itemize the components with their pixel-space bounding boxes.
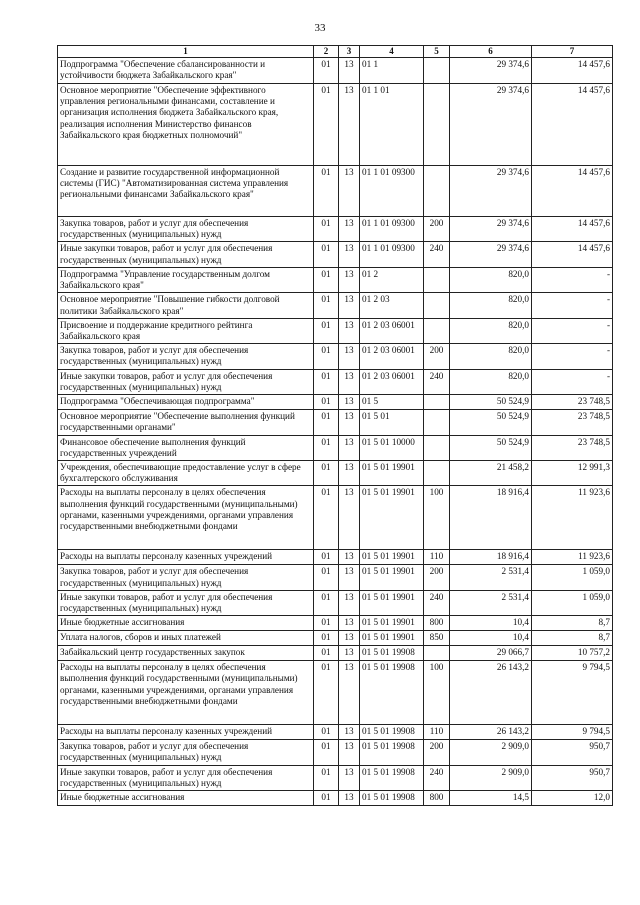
column-header-7: 7 [532, 46, 613, 58]
row-target-code: 01 5 01 10000 [360, 435, 424, 460]
table-row [58, 395, 613, 410]
row-subsection: 13 [339, 267, 360, 292]
row-amount-plan: 14,5 [450, 791, 532, 806]
row-subsection: 13 [339, 242, 360, 267]
row-target-code: 01 1 01 09300 [360, 166, 424, 217]
table-row [58, 765, 613, 790]
row-amount-plan: 29 374,6 [450, 58, 532, 84]
row-section: 01 [314, 590, 339, 615]
row-target-code: 01 2 [360, 267, 424, 292]
row-amount-executed: 9 794,5 [532, 661, 613, 725]
row-name: Расходы на выплаты персоналу казенных учреждений [58, 725, 314, 740]
row-amount-executed: - [532, 369, 613, 394]
table-row [58, 84, 613, 166]
row-target-code: 01 2 03 06001 [360, 344, 424, 369]
row-name: Основное мероприятие "Повышение гибкости долговой политики Забайкальского края" [58, 293, 314, 318]
row-expense-type: 240 [424, 369, 450, 394]
row-target-code: 01 5 01 19901 [360, 616, 424, 631]
table-row [58, 631, 613, 646]
row-expense-type: 100 [424, 486, 450, 550]
row-subsection: 13 [339, 395, 360, 410]
row-amount-executed: 950,7 [532, 740, 613, 765]
row-section: 01 [314, 740, 339, 765]
row-subsection: 13 [339, 58, 360, 84]
row-target-code: 01 5 01 19908 [360, 661, 424, 725]
table-row [58, 791, 613, 806]
row-amount-plan: 29 374,6 [450, 166, 532, 217]
row-subsection: 13 [339, 725, 360, 740]
row-section: 01 [314, 410, 339, 435]
row-name: Уплата налогов, сборов и иных платежей [58, 631, 314, 646]
column-header-2: 2 [314, 46, 339, 58]
row-target-code: 01 5 01 19908 [360, 740, 424, 765]
row-expense-type: 240 [424, 590, 450, 615]
row-expense-type [424, 410, 450, 435]
row-amount-plan: 26 143,2 [450, 661, 532, 725]
row-section: 01 [314, 550, 339, 565]
row-amount-plan: 29 374,6 [450, 242, 532, 267]
row-name: Иные бюджетные ассигнования [58, 791, 314, 806]
row-target-code: 01 1 01 [360, 84, 424, 166]
row-expense-type [424, 293, 450, 318]
row-section: 01 [314, 293, 339, 318]
row-expense-type [424, 84, 450, 166]
row-subsection: 13 [339, 486, 360, 550]
row-target-code: 01 2 03 06001 [360, 369, 424, 394]
row-amount-plan: 2 531,4 [450, 565, 532, 590]
row-expense-type: 800 [424, 616, 450, 631]
row-section: 01 [314, 166, 339, 217]
row-expense-type [424, 435, 450, 460]
row-section: 01 [314, 58, 339, 84]
row-subsection: 13 [339, 460, 360, 485]
row-subsection: 13 [339, 550, 360, 565]
row-expense-type [424, 460, 450, 485]
table-row [58, 590, 613, 615]
table-row [58, 725, 613, 740]
row-amount-plan: 29 374,6 [450, 217, 532, 242]
row-amount-plan: 2 909,0 [450, 765, 532, 790]
table-row [58, 486, 613, 550]
row-amount-executed: 950,7 [532, 765, 613, 790]
row-expense-type: 110 [424, 550, 450, 565]
row-amount-plan: 29 374,6 [450, 84, 532, 166]
row-target-code: 01 5 01 19908 [360, 725, 424, 740]
row-name: Расходы на выплаты персоналу в целях обеспечения выполнения функций государственными (муниципальными) органами, казенными учреждениями, органами управления государственными внебюджетными фондами [58, 661, 314, 725]
row-amount-plan: 50 524,9 [450, 410, 532, 435]
row-amount-plan: 21 458,2 [450, 460, 532, 485]
row-subsection: 13 [339, 740, 360, 765]
row-name: Расходы на выплаты персоналу в целях обеспечения выполнения функций государственными (муниципальными) органами, казенными учреждениями, органами управления государственными внебюджетными фондами [58, 486, 314, 550]
row-amount-executed: 23 748,5 [532, 395, 613, 410]
row-amount-executed: 14 457,6 [532, 58, 613, 84]
row-section: 01 [314, 661, 339, 725]
row-section: 01 [314, 344, 339, 369]
row-amount-executed: 14 457,6 [532, 166, 613, 217]
row-target-code: 01 5 01 19901 [360, 550, 424, 565]
row-amount-plan: 50 524,9 [450, 435, 532, 460]
row-section: 01 [314, 725, 339, 740]
row-name: Учреждения, обеспечивающие предоставление услуг в сфере бухгалтерского обслуживания [58, 460, 314, 485]
row-amount-executed: 1 059,0 [532, 590, 613, 615]
row-expense-type: 800 [424, 791, 450, 806]
row-amount-executed: - [532, 293, 613, 318]
row-expense-type [424, 58, 450, 84]
row-target-code: 01 5 01 19908 [360, 646, 424, 661]
column-header-6: 6 [450, 46, 532, 58]
row-name: Закупка товаров, работ и услуг для обеспечения государственных (муниципальных) нужд [58, 740, 314, 765]
row-section: 01 [314, 616, 339, 631]
row-section: 01 [314, 84, 339, 166]
row-subsection: 13 [339, 293, 360, 318]
row-target-code: 01 5 01 [360, 410, 424, 435]
row-subsection: 13 [339, 765, 360, 790]
row-target-code: 01 5 01 19908 [360, 765, 424, 790]
row-amount-executed: 9 794,5 [532, 725, 613, 740]
row-name: Подпрограмма "Обеспечение сбалансированности и устойчивости бюджета Забайкальского края" [58, 58, 314, 84]
row-subsection: 13 [339, 565, 360, 590]
row-section: 01 [314, 435, 339, 460]
row-name: Основное мероприятие "Обеспечение выполнения функций государственными органами" [58, 410, 314, 435]
row-name: Иные бюджетные ассигнования [58, 616, 314, 631]
row-amount-executed: 8,7 [532, 616, 613, 631]
table-row [58, 242, 613, 267]
row-subsection: 13 [339, 646, 360, 661]
table-row [58, 565, 613, 590]
row-name: Закупка товаров, работ и услуг для обеспечения государственных (муниципальных) нужд [58, 565, 314, 590]
row-amount-plan: 18 916,4 [450, 486, 532, 550]
row-name: Финансовое обеспечение выполнения функций государственных учреждений [58, 435, 314, 460]
row-subsection: 13 [339, 410, 360, 435]
row-target-code: 01 5 01 19901 [360, 565, 424, 590]
table-row [58, 740, 613, 765]
table-row [58, 410, 613, 435]
row-name: Забайкальский центр государственных закупок [58, 646, 314, 661]
row-target-code: 01 1 01 09300 [360, 217, 424, 242]
row-subsection: 13 [339, 369, 360, 394]
row-amount-plan: 820,0 [450, 293, 532, 318]
row-name: Закупка товаров, работ и услуг для обеспечения государственных (муниципальных) нужд [58, 217, 314, 242]
column-header-1: 1 [58, 46, 314, 58]
row-amount-executed: - [532, 267, 613, 292]
row-amount-plan: 820,0 [450, 369, 532, 394]
row-subsection: 13 [339, 631, 360, 646]
row-section: 01 [314, 395, 339, 410]
row-amount-executed: 12 991,3 [532, 460, 613, 485]
row-amount-executed: 11 923,6 [532, 550, 613, 565]
row-amount-executed: - [532, 344, 613, 369]
row-expense-type [424, 395, 450, 410]
table-row [58, 58, 613, 84]
row-expense-type [424, 267, 450, 292]
row-amount-plan: 820,0 [450, 318, 532, 343]
row-section: 01 [314, 565, 339, 590]
row-section: 01 [314, 791, 339, 806]
row-target-code: 01 1 [360, 58, 424, 84]
table-row [58, 460, 613, 485]
row-expense-type: 240 [424, 765, 450, 790]
row-target-code: 01 2 03 [360, 293, 424, 318]
table-row [58, 646, 613, 661]
row-section: 01 [314, 486, 339, 550]
row-name: Расходы на выплаты персоналу казенных учреждений [58, 550, 314, 565]
row-subsection: 13 [339, 435, 360, 460]
row-amount-plan: 2 531,4 [450, 590, 532, 615]
row-target-code: 01 5 01 19901 [360, 460, 424, 485]
row-amount-plan: 820,0 [450, 344, 532, 369]
row-amount-executed: 23 748,5 [532, 410, 613, 435]
row-amount-plan: 10,4 [450, 631, 532, 646]
row-target-code: 01 1 01 09300 [360, 242, 424, 267]
row-target-code: 01 5 01 19901 [360, 486, 424, 550]
table-row [58, 166, 613, 217]
row-amount-executed: 1 059,0 [532, 565, 613, 590]
row-amount-executed: 14 457,6 [532, 242, 613, 267]
row-subsection: 13 [339, 166, 360, 217]
row-expense-type: 200 [424, 740, 450, 765]
row-section: 01 [314, 646, 339, 661]
table-row [58, 435, 613, 460]
row-name: Закупка товаров, работ и услуг для обеспечения государственных (муниципальных) нужд [58, 344, 314, 369]
table-row [58, 369, 613, 394]
column-header-3: 3 [339, 46, 360, 58]
row-subsection: 13 [339, 344, 360, 369]
row-amount-executed: 12,0 [532, 791, 613, 806]
row-name: Подпрограмма "Обеспечивающая подпрограмма" [58, 395, 314, 410]
row-expense-type: 200 [424, 344, 450, 369]
row-expense-type: 850 [424, 631, 450, 646]
table-header-row [58, 46, 613, 58]
row-expense-type: 200 [424, 217, 450, 242]
table-body [58, 58, 613, 806]
row-target-code: 01 5 01 19908 [360, 791, 424, 806]
row-target-code: 01 2 03 06001 [360, 318, 424, 343]
row-amount-executed: 8,7 [532, 631, 613, 646]
row-target-code: 01 5 01 19901 [360, 631, 424, 646]
row-name: Основное мероприятие "Обеспечение эффективного управления региональными финансами, составление и организация исполнения бюджета Забайкальского края, реализация исполнения Министерство финансов Забайкальского края бюджетных полномочий" [58, 84, 314, 166]
row-subsection: 13 [339, 217, 360, 242]
row-amount-plan: 10,4 [450, 616, 532, 631]
row-section: 01 [314, 631, 339, 646]
row-amount-executed: 14 457,6 [532, 217, 613, 242]
row-amount-executed: 10 757,2 [532, 646, 613, 661]
row-amount-executed: - [532, 318, 613, 343]
row-amount-executed: 14 457,6 [532, 84, 613, 166]
table-row [58, 267, 613, 292]
column-header-4: 4 [360, 46, 424, 58]
row-name: Иные закупки товаров, работ и услуг для обеспечения государственных (муниципальных) нужд [58, 765, 314, 790]
row-subsection: 13 [339, 791, 360, 806]
row-name: Иные закупки товаров, работ и услуг для обеспечения государственных (муниципальных) нужд [58, 590, 314, 615]
table-row [58, 344, 613, 369]
row-expense-type: 200 [424, 565, 450, 590]
table-row [58, 616, 613, 631]
table-row [58, 318, 613, 343]
row-section: 01 [314, 217, 339, 242]
row-name: Присвоение и поддержание кредитного рейтинга Забайкальского края [58, 318, 314, 343]
row-expense-type: 110 [424, 725, 450, 740]
row-target-code: 01 5 [360, 395, 424, 410]
row-name: Иные закупки товаров, работ и услуг для обеспечения государственных (муниципальных) нужд [58, 369, 314, 394]
row-section: 01 [314, 267, 339, 292]
row-amount-executed: 11 923,6 [532, 486, 613, 550]
row-expense-type: 240 [424, 242, 450, 267]
row-amount-plan: 820,0 [450, 267, 532, 292]
row-subsection: 13 [339, 616, 360, 631]
page-number: 33 [314, 22, 326, 34]
row-expense-type [424, 646, 450, 661]
row-subsection: 13 [339, 590, 360, 615]
row-section: 01 [314, 765, 339, 790]
row-name: Создание и развитие государственной информационной системы (ГИС) "Автоматизированная система управления региональными финансами Забайкальского края" [58, 166, 314, 217]
row-section: 01 [314, 242, 339, 267]
row-expense-type: 100 [424, 661, 450, 725]
row-subsection: 13 [339, 661, 360, 725]
row-amount-plan: 2 909,0 [450, 740, 532, 765]
table-row [58, 293, 613, 318]
table-row [58, 217, 613, 242]
row-amount-plan: 26 143,2 [450, 725, 532, 740]
row-amount-executed: 23 748,5 [532, 435, 613, 460]
row-expense-type [424, 166, 450, 217]
row-section: 01 [314, 460, 339, 485]
table-row [58, 550, 613, 565]
row-subsection: 13 [339, 84, 360, 166]
row-name: Иные закупки товаров, работ и услуг для обеспечения государственных (муниципальных) нужд [58, 242, 314, 267]
row-amount-plan: 18 916,4 [450, 550, 532, 565]
row-section: 01 [314, 369, 339, 394]
table-row [58, 661, 613, 725]
row-target-code: 01 5 01 19901 [360, 590, 424, 615]
row-expense-type [424, 318, 450, 343]
row-name: Подпрограмма "Управление государственным долгом Забайкальского края" [58, 267, 314, 292]
budget-table [57, 45, 613, 806]
row-section: 01 [314, 318, 339, 343]
column-header-5: 5 [424, 46, 450, 58]
row-subsection: 13 [339, 318, 360, 343]
row-amount-plan: 50 524,9 [450, 395, 532, 410]
row-amount-plan: 29 066,7 [450, 646, 532, 661]
